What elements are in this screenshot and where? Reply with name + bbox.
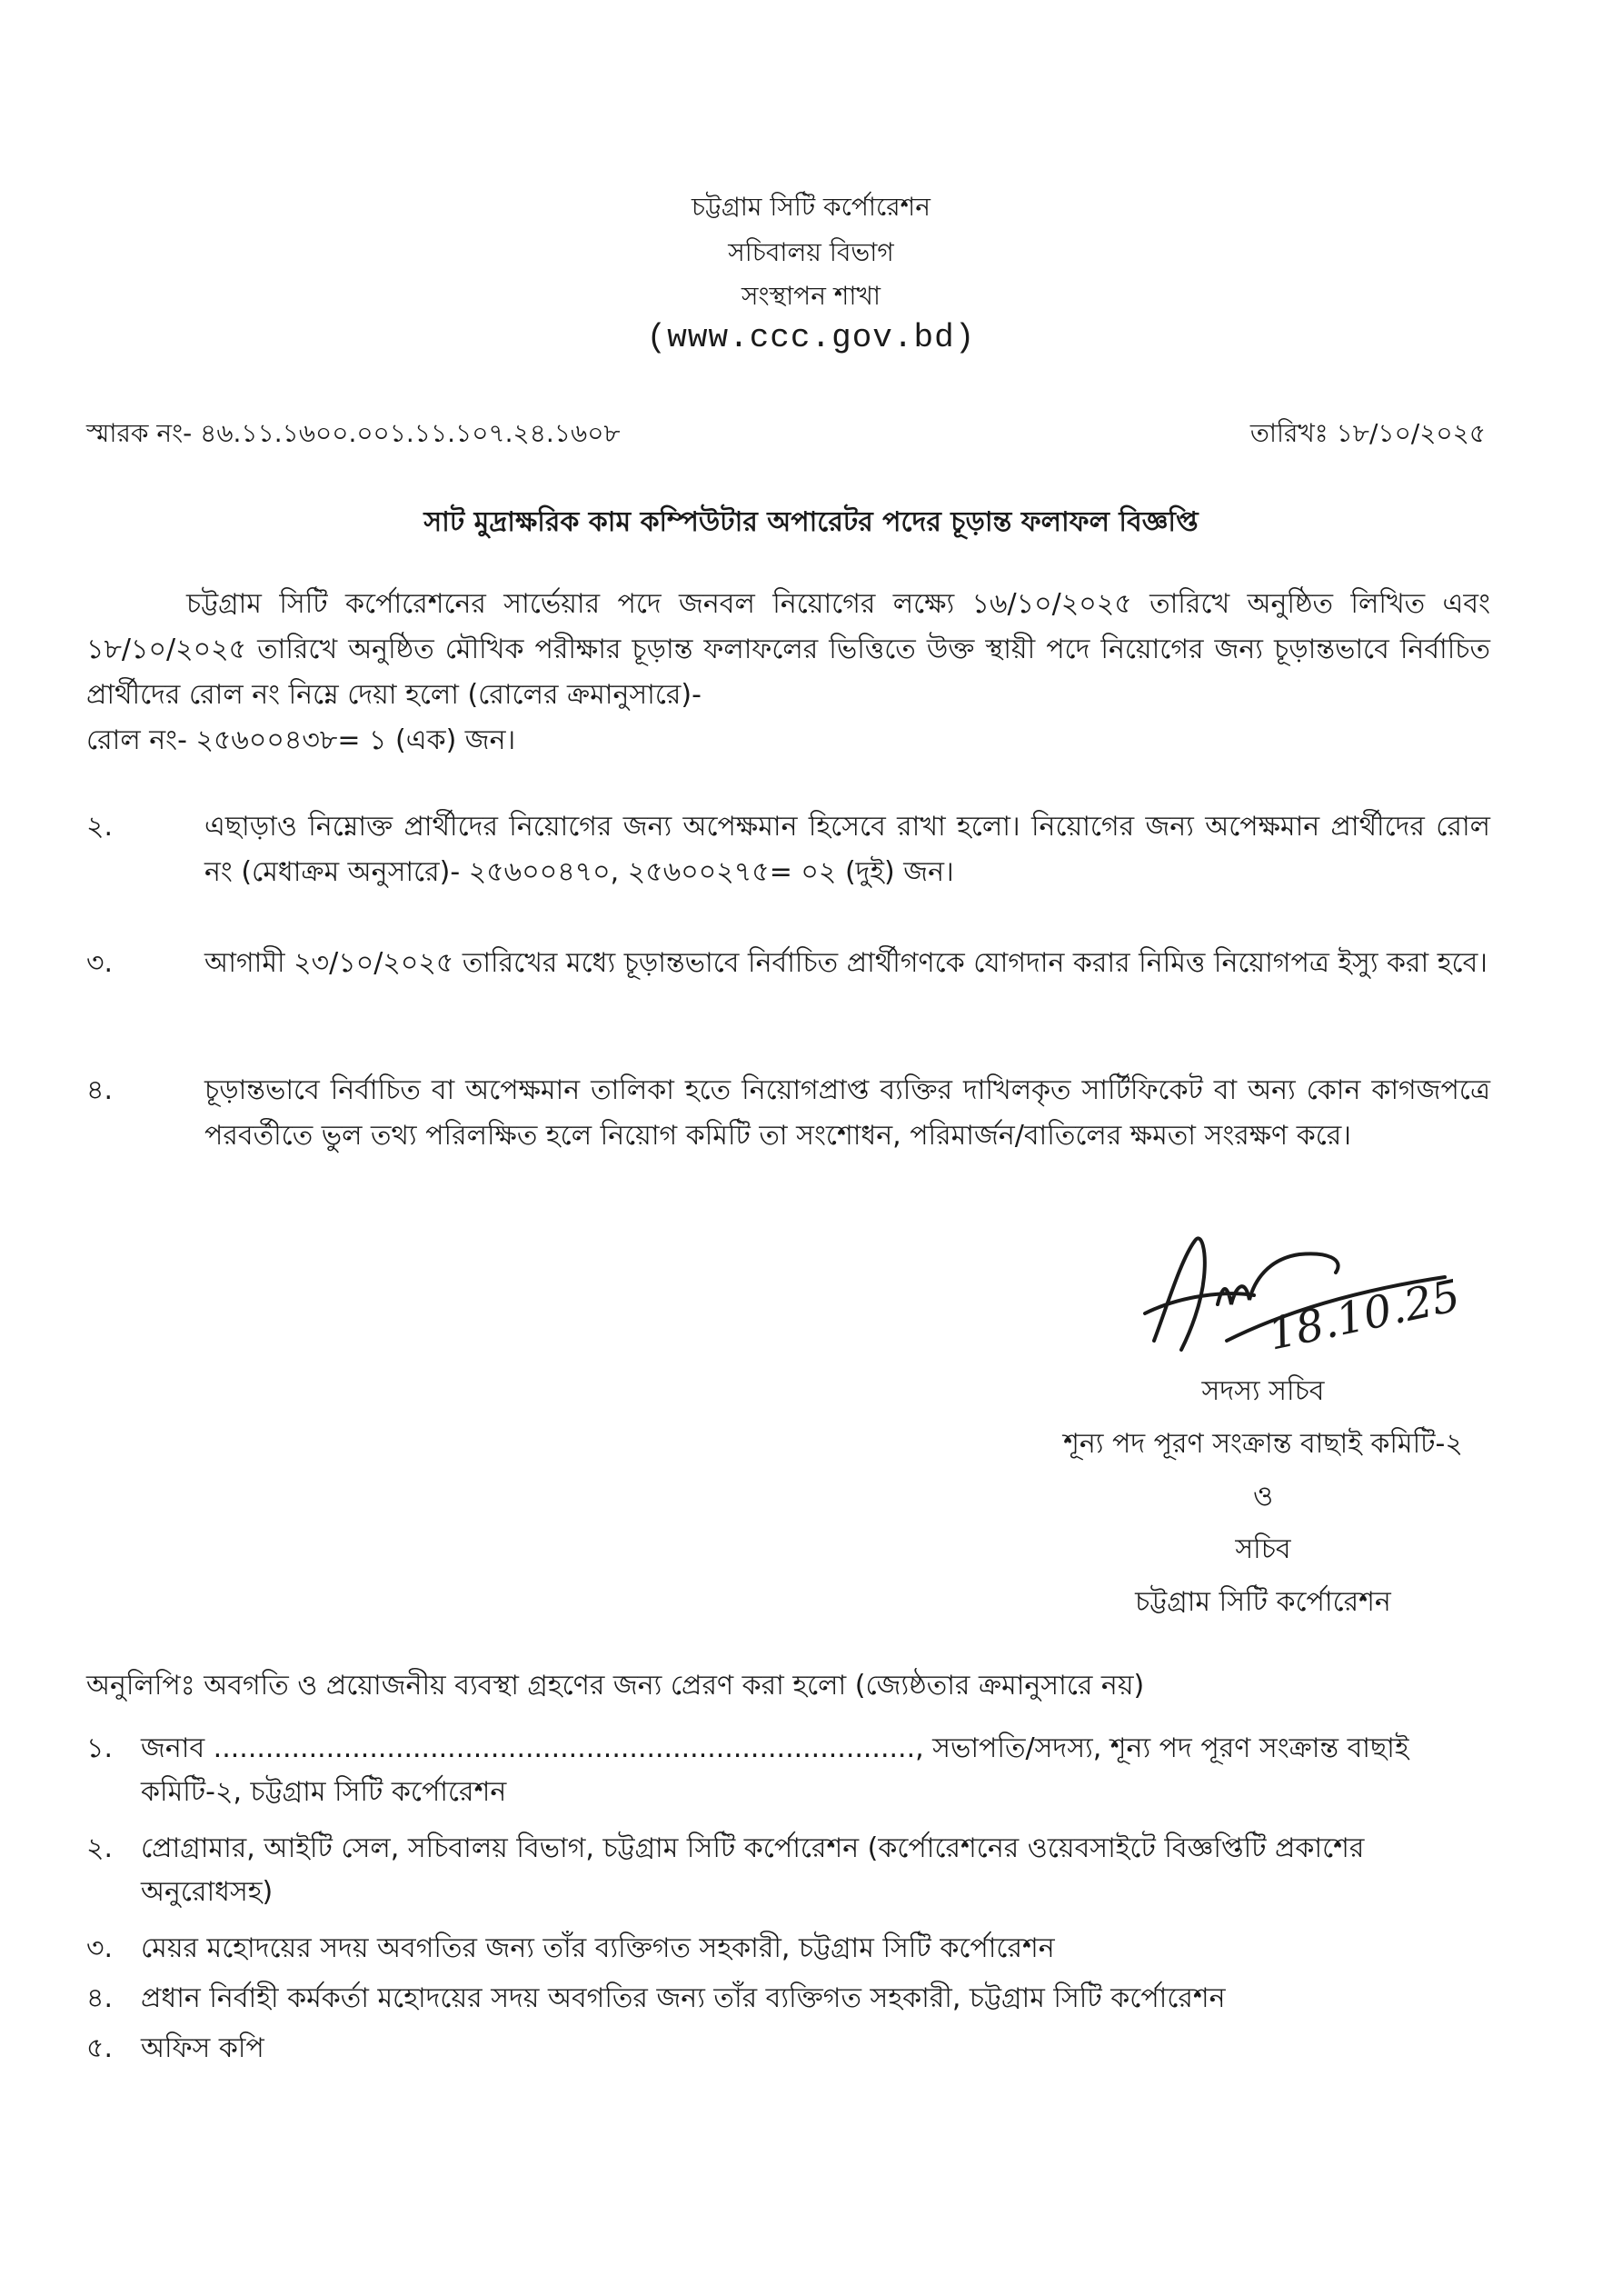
- signatory-title: সদস্য সচিব: [1201, 1375, 1325, 1407]
- committee-name: শূন্য পদ পূরণ সংক্রান্ত বাছাই কমিটি-২: [1063, 1428, 1463, 1460]
- copy-intro: অনুলিপিঃ অবগতি ও প্রয়োজনীয় ব্যবস্থা গ্রহণের জন্য প্রেরণ করা হলো (জ্যেষ্ঠতার ক্রমানুসারে নয়): [86, 1670, 1145, 1702]
- copy-number: ২.: [86, 1832, 114, 1864]
- notice-title: সাট মুদ্রাক্ষরিক কাম কম্পিউটার অপারেটর পদের চূড়ান্ত ফলাফল বিজ্ঞপ্তি: [423, 506, 1199, 538]
- section-name: সংস্থাপন শাখা: [741, 281, 881, 311]
- memo-reference: স্মারক নং- ৪৬.১১.১৬০০.০০১.১১.১০৭.২৪.১৬০৮: [86, 418, 621, 448]
- handwritten-signature: [1118, 1204, 1499, 1377]
- item-number: ৩.: [86, 947, 114, 979]
- item-text: চূড়ান্তভাবে নির্বাচিত বা অপেক্ষমান তালিকা হতে নিয়োগপ্রাপ্ত ব্যক্তির দাখিলকৃত সার্টিফিকেট বা অন্য কোন কাগজপত্রে পরবর্তীতে ভুল তথ্য পরিলক্ষিত হলে নিয়োগ কমিটি তা সংশোধন, পরিমার্জন/বাতিলের ক্ষমতা সংরক্ষণ করে।: [204, 1074, 1490, 1152]
- copy-item: [86, 1927, 1504, 1971]
- copy-number: ৪.: [86, 1982, 114, 2014]
- signatory-org: চট্টগ্রাম সিটি কর্পোরেশন: [1135, 1586, 1391, 1618]
- signature-date: 18.10.25: [1263, 1270, 1465, 1361]
- copy-item: [86, 1977, 1504, 2021]
- department-name: সচিবালয় বিভাগ: [728, 237, 894, 267]
- list-item: [86, 1068, 1490, 1159]
- copy-text: অফিস কপি: [141, 2032, 264, 2064]
- website-text: [0, 320, 1622, 356]
- item-number: ৪.: [86, 1074, 114, 1106]
- copy-text: প্রধান নির্বাহী কর্মকর্তা মহোদয়ের সদয় অবগতির জন্য তাঁর ব্যক্তিগত সহকারী, চট্টগ্রাম সিটি কর্পোরেশন: [141, 1982, 1226, 2014]
- copy-item: [86, 1827, 1504, 1914]
- conjunction: ও: [1252, 1481, 1274, 1512]
- copy-item: [86, 2027, 1504, 2071]
- website-url: (www.ccc.gov.bd): [646, 319, 976, 356]
- list-item: [86, 804, 1490, 895]
- org-name: চট্টগ্রাম সিটি কর্পোরেশন: [692, 192, 930, 222]
- copy-number: ৩.: [86, 1932, 114, 1964]
- copy-number: ৫.: [86, 2032, 114, 2064]
- memo-date: তারিখঃ ১৮/১০/২০২৫: [1249, 418, 1486, 448]
- copy-number: ১.: [86, 1732, 114, 1764]
- copy-text: প্রোগ্রামার, আইটি সেল, সচিবালয় বিভাগ, চট্টগ্রাম সিটি কর্পোরেশন (কর্পোরেশনের ওয়েবসাইটে বিজ্ঞপ্তিটি প্রকাশের অনুরোধসহ): [141, 1832, 1365, 1908]
- selected-roll: রোল নং- ২৫৬০০৪৩৮= ১ (এক) জন।: [86, 724, 516, 756]
- secretary-title: সচিব: [1235, 1533, 1291, 1565]
- list-item: [86, 941, 1490, 986]
- copy-text: জনাব ................................................................................., সভাপতি/সদস্য, শূন্য পদ পূরণ সংক্রান্ত বাছাই কমিটি-২, চট্টগ্রাম সিটি কর্পোরেশন: [141, 1732, 1409, 1808]
- copy-item: [86, 1727, 1504, 1814]
- item-text: আগামী ২৩/১০/২০২৫ তারিখের মধ্যে চূড়ান্তভাবে নির্বাচিত প্রার্থীগণকে যোগদান করার নিমিত্ত নিয়োগপত্র ইস্যু করা হবে।: [204, 947, 1488, 979]
- intro-paragraph: চট্টগ্রাম সিটি কর্পোরেশনের সার্ভেয়ার পদে জনবল নিয়োগের লক্ষ্যে ১৬/১০/২০২৫ তারিখে অনুষ্ঠিত লিখিত এবং ১৮/১০/২০২৫ তারিখে অনুষ্ঠিত মৌখিক পরীক্ষার চূড়ান্ত ফলাফলের ভিত্তিতে উক্ত স্থায়ী পদে নিয়োগের জন্য চূড়ান্তভাবে নির্বাচিত প্রার্থীদের রোল নং নিম্নে দেয়া হলো (রোলের ক্রমানুসারে)-: [86, 588, 1490, 711]
- item-number: ২.: [86, 811, 114, 843]
- item-text: এছাড়াও নিম্নোক্ত প্রার্থীদের নিয়োগের জন্য অপেক্ষমান হিসেবে রাখা হলো। নিয়োগের জন্য অপেক্ষমান প্রার্থীদের রোল নং (মেধাক্রম অনুসারে)- ২৫৬০০৪৭০, ২৫৬০০২৭৫= ০২ (দুই) জন।: [204, 811, 1490, 888]
- copy-text: মেয়র মহোদয়ের সদয় অবগতির জন্য তাঁর ব্যক্তিগত সহকারী, চট্টগ্রাম সিটি কর্পোরেশন: [141, 1932, 1055, 1964]
